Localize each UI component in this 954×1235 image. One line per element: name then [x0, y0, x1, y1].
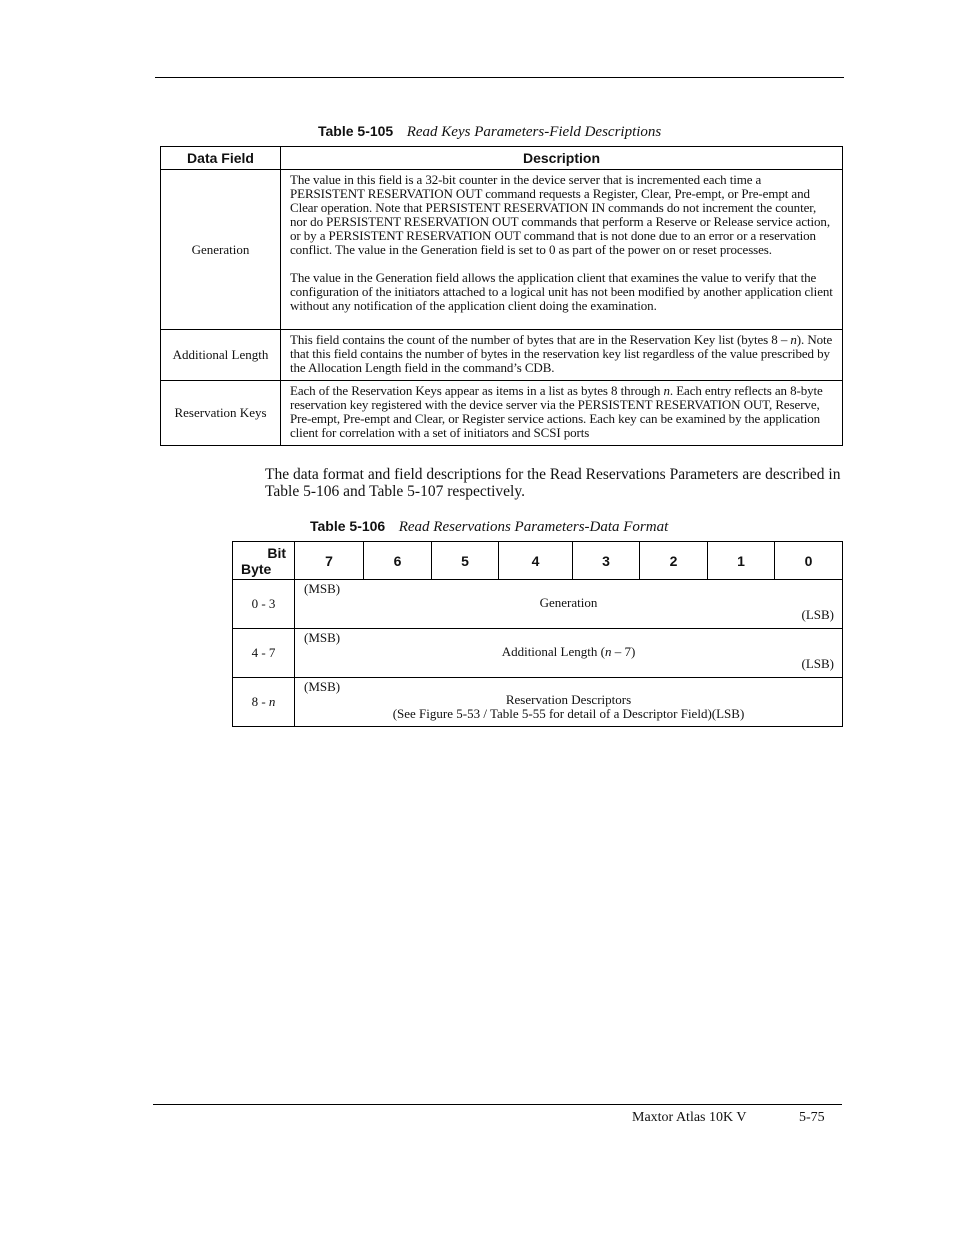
field-reservation-keys: Reservation Keys [161, 381, 281, 446]
byte-range-0-3: 0 - 3 [233, 580, 295, 629]
desc-var-n: n [790, 332, 797, 347]
table-105-label: Table 5-105 [318, 123, 394, 139]
header-rule [155, 77, 844, 78]
bit-5-header: 5 [432, 542, 499, 580]
footer-product-name: Maxtor Atlas 10K V [632, 1110, 747, 1125]
byte-range-4-7: 4 - 7 [233, 629, 295, 678]
lsb-marker: (LSB) [801, 656, 834, 671]
field-name-line2: (See Figure 5-53 / Table 5-55 for detail of a Descriptor Field)(LSB) [392, 706, 745, 721]
body-paragraph: The data format and field descriptions for the Read Reservations Parameters are described in Table 5-106 and Table 5-107 respectively. [265, 466, 841, 500]
bit-6-header: 6 [364, 542, 432, 580]
table-row [161, 381, 843, 446]
desc-text: Each of the Reservation Keys appear as items in a list as bytes 8 through [290, 383, 664, 398]
field-name-line1: Reservation Descriptors [505, 692, 632, 707]
bit-2-header: 2 [640, 542, 708, 580]
table-row [233, 629, 843, 678]
table-105 [160, 146, 843, 446]
header-data-field: Data Field [161, 147, 281, 170]
footer-page-number: 5-75 [799, 1110, 825, 1125]
msb-marker: (MSB) [304, 679, 341, 694]
table-row [161, 330, 843, 381]
field-name-text: Additional Length ( [501, 644, 605, 659]
desc-text: ). Note that this field contains the number of bytes in the reservation key list regardless of the value prescribed by the Allocation Length field in the command’s CDB. [290, 332, 833, 375]
bit-7-header: 7 [295, 542, 364, 580]
bit-3-header: 3 [573, 542, 640, 580]
table-106-caption [310, 518, 668, 536]
description-generation-p1: The value in this field is a 32-bit counter in the device server that is incremented each time a PERSISTENT RESERVATION OUT command requests a Register, Clear, Pre-empt, or Pre-empt and Clear operation. Note that PERSISTENT RESERVATION IN commands do not increment the counter, nor do PERSISTENT RESERVATION OUT commands that perform a Reserve or Release service action, or by a PERSISTENT RESERVATION OUT command that is not done due to an error or a reservation conflict. The value in the Generation field is set to 0 as part of the power on or reset processes. [290, 172, 830, 257]
byte-range-text: 8 - [251, 694, 269, 709]
byte-range-8-n [233, 678, 295, 727]
table-106-header-row [233, 542, 843, 580]
table-106-title: Read Reservations Parameters-Data Format [398, 519, 669, 535]
header-description: Description [281, 147, 843, 170]
bit-byte-header [233, 542, 295, 580]
field-additional-length: Additional Length [161, 330, 281, 381]
desc-text: . Each entry reflects an 8-byte reservation key registered with the device server via the PERSISTENT RESERVATION OUT, Reserve, Pre-empt, Pre-empt and Clear, or Register service actions. Each key can be examined by the application client for correlation with a set of initiators and SCSI ports [290, 383, 823, 440]
bit-1-header: 1 [708, 542, 775, 580]
byte-range-var-n: n [268, 694, 276, 709]
lsb-marker: (LSB) [801, 607, 834, 622]
byte-label: Byte [241, 560, 272, 577]
description-additional-length [281, 330, 843, 381]
desc-var-n: n [663, 383, 670, 398]
description-generation [281, 170, 843, 330]
table-105-title: Read Keys Parameters-Field Descriptions [406, 124, 662, 140]
table-106-label: Table 5-106 [310, 518, 386, 534]
field-additional-length-span [295, 629, 843, 678]
msb-marker: (MSB) [304, 630, 341, 645]
field-reservation-descriptors-span [295, 678, 843, 727]
msb-marker: (MSB) [304, 581, 341, 596]
field-generation-span [295, 580, 843, 629]
bit-4-header: 4 [499, 542, 573, 580]
table-106 [232, 541, 843, 727]
table-row [233, 678, 843, 727]
bit-0-header: 0 [775, 542, 843, 580]
field-name-var-n: n [604, 644, 612, 659]
field-name: Generation [539, 595, 598, 610]
field-name-text: – 7) [611, 644, 636, 659]
description-reservation-keys [281, 381, 843, 446]
desc-text: This field contains the count of the number of bytes that are in the Reservation Key list (bytes 8 – [290, 332, 791, 347]
table-row [161, 170, 843, 330]
footer-rule [153, 1104, 842, 1105]
bit-label: Bit [267, 544, 286, 561]
table-105-caption [318, 123, 661, 141]
description-generation-p2: The value in the Generation field allows the application client that examines the value to verify that the configuration of the initiators attached to a logical unit has not been modified by another application client without any notification of the application client doing the examination. [290, 270, 833, 313]
field-name [295, 644, 842, 660]
table-105-header-row [161, 147, 843, 170]
table-row [233, 580, 843, 629]
field-generation: Generation [161, 170, 281, 330]
field-name [295, 693, 842, 721]
